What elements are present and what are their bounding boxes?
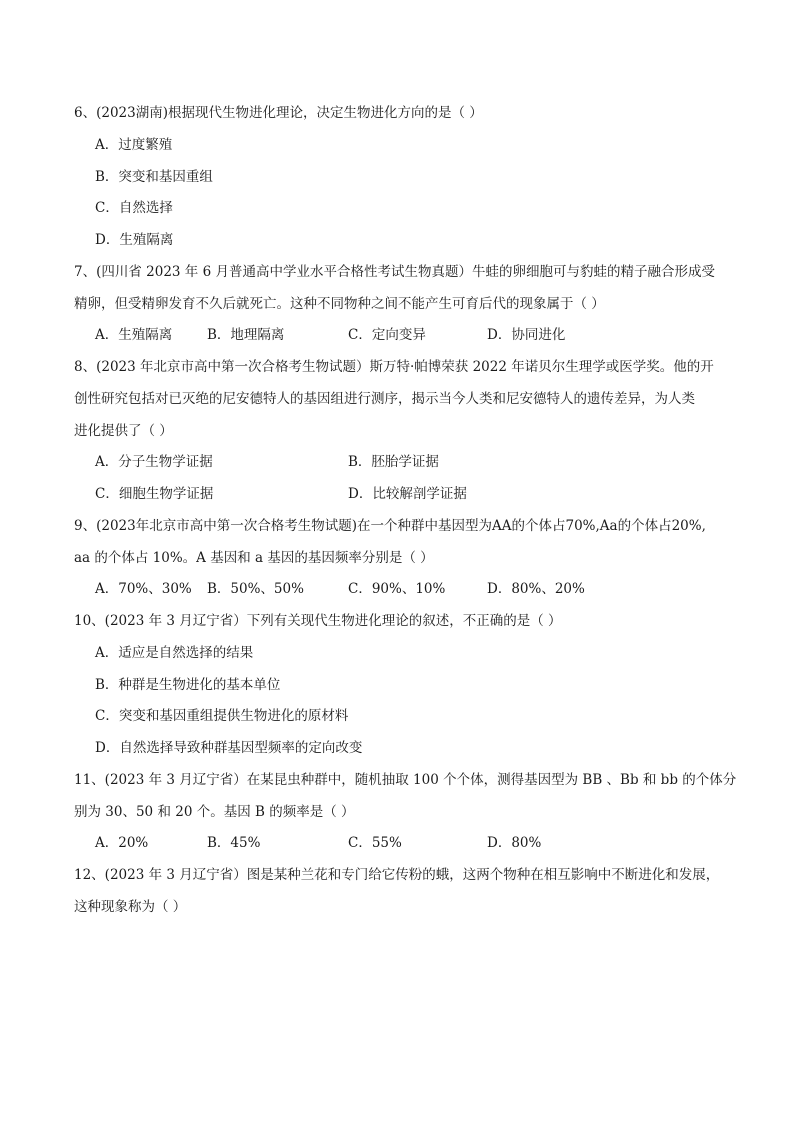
- question-7-option-a: A．生殖隔离: [95, 327, 173, 343]
- question-8-stem-line-3: 进化提供了（ ）: [74, 423, 173, 439]
- question-7-option-d: D．协同进化: [487, 327, 566, 343]
- question-9-option-d: D．80%、20%: [487, 581, 585, 597]
- question-11-option-a: A．20%: [95, 835, 149, 851]
- question-9-option-b: B．50%、50%: [207, 581, 304, 597]
- question-6-option-d: D．生殖隔离: [95, 232, 174, 248]
- question-11-option-c: C．55%: [348, 835, 402, 851]
- question-8-stem-line-1: 8、(2023 年北京市高中第一次合格考生物试题）斯万特·帕博荣获 2022 年诺贝尔生理学或医学奖。他的开: [74, 359, 714, 375]
- question-6-stem: 6、(2023湖南)根据现代生物进化理论，决定生物进化方向的是（ ）: [74, 105, 483, 121]
- question-9-options: [95, 579, 735, 599]
- question-8-options-row-2: [95, 484, 735, 504]
- question-11-option-b: B．45%: [207, 835, 261, 851]
- question-7-options: [95, 325, 735, 345]
- question-11-stem-line-2: 别为 30、50 和 20 个。基因 B 的频率是（ ）: [74, 804, 355, 820]
- question-9-stem-line-1: 9、(2023年北京市高中第一次合格考生物试题)在一个种群中基因型为AA的个体占70%,Aa的个体占20%,: [74, 518, 706, 534]
- question-7-option-b: B．地理隔离: [207, 327, 285, 343]
- question-10-stem: 10、(2023 年 3 月辽宁省）下列有关现代生物进化理论的叙述，不正确的是（ ）: [74, 613, 562, 629]
- question-8-option-d: D．比较解剖学证据: [348, 486, 467, 502]
- question-8-options-row-1: [95, 452, 735, 472]
- question-12-stem-line-1: 12、(2023 年 3 月辽宁省）图是某种兰花和专门给它传粉的蛾，这两个物种在相互影响中不断进化和发展，: [74, 867, 720, 883]
- question-8-option-c: C．细胞生物学证据: [95, 486, 214, 502]
- question-8-option-b: B．胚胎学证据: [348, 454, 439, 470]
- question-12-stem-line-2: 这种现象称为（ ）: [74, 899, 187, 915]
- question-9-option-c: C．90%、10%: [348, 581, 446, 597]
- question-11-options: [95, 833, 735, 853]
- question-10-option-c: C．突变和基因重组提供生物进化的原材料: [95, 708, 349, 724]
- question-7-stem-line-2: 精卵，但受精卵发育不久后就死亡。这种不同物种之间不能产生可育后代的现象属于（ ）: [74, 296, 605, 312]
- question-11-option-d: D．80%: [487, 835, 542, 851]
- question-9-option-a: A．70%、30%: [95, 581, 192, 597]
- question-6-option-b: B．突变和基因重组: [95, 169, 213, 185]
- question-10-option-b: B．种群是生物进化的基本单位: [95, 677, 281, 693]
- question-10-option-a: A．适应是自然选择的结果: [95, 645, 254, 661]
- question-6-option-a: A．过度繁殖: [95, 137, 173, 153]
- question-8-option-a: A．分子生物学证据: [95, 454, 213, 470]
- question-7-stem-line-1: 7、(四川省 2023 年 6 月普通高中学业水平合格性考试生物真题）牛蛙的卵细胞可与豹蛙的精子融合形成受: [74, 264, 715, 280]
- question-10-option-d: D．自然选择导致种群基因型频率的定向改变: [95, 740, 363, 756]
- question-7-option-c: C．定向变异: [348, 327, 426, 343]
- question-11-stem-line-1: 11、(2023 年 3 月辽宁省）在某昆虫种群中，随机抽取 100 个个体，测得基因型为 BB 、Bb 和 bb 的个体分: [74, 772, 737, 788]
- question-8-stem-line-2: 创性研究包括对已灭绝的尼安德特人的基因组进行测序，揭示当今人类和尼安德特人的遗传差异，为人类: [74, 391, 695, 407]
- question-9-stem-line-2: aa 的个体占 10%。A 基因和 a 基因的基因频率分别是（ ）: [74, 550, 434, 566]
- question-6-option-c: C．自然选择: [95, 200, 173, 216]
